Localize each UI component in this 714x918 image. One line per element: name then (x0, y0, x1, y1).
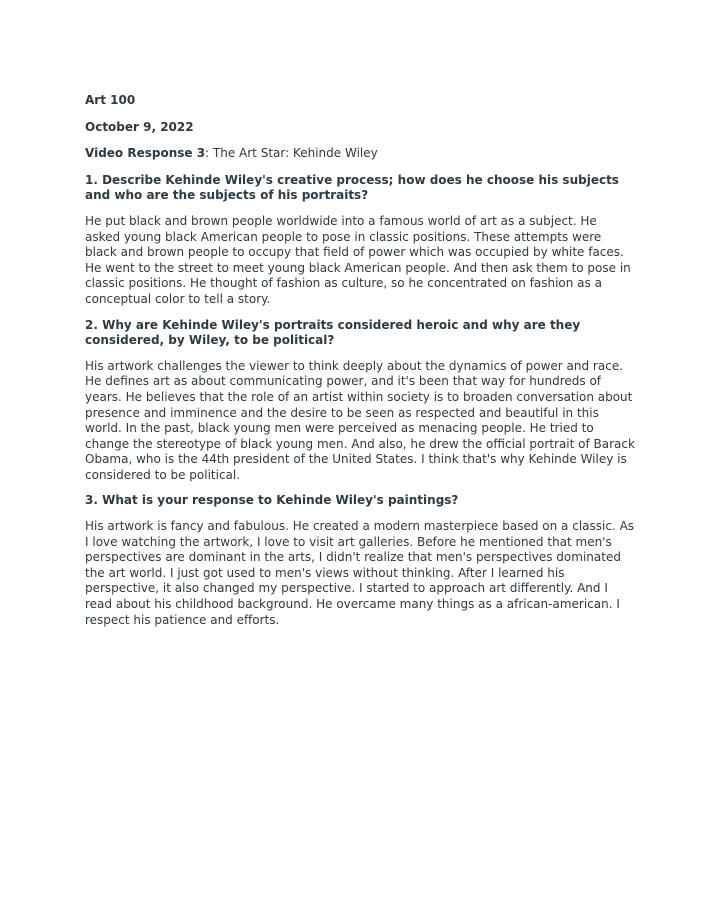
date-line: October 9, 2022 (85, 119, 194, 134)
question-2: 2. Why are Kehinde Wiley's portraits considered heroic and why are they considered, by Wiley, to be political? (85, 317, 581, 348)
answer-3: His artwork is fancy and fabulous. He created a modern masterpiece based on a classic. As I love watching the artwork, I love to visit art galleries. Before he mentioned that men's perspectives are dominant in the arts, I didn't realize that men's perspectives dominated the art world. I just got used to men's views without thinking. After I learned his perspective, it also changed my perspective. I started to approach art differently. And I read about his childhood background. He overcame many things as a african-american. I respect his patience and efforts. (85, 519, 635, 627)
document-body (85, 93, 635, 638)
question-1: 1. Describe Kehinde Wiley's creative process; how does he choose his subjects and who are the subjects of his portraits? (85, 172, 619, 203)
video-response-heading (85, 146, 635, 162)
video-response-label: Video Response 3 (85, 146, 206, 161)
video-response-title: : The Art Star: Kehinde Wiley (205, 146, 378, 161)
answer-2: His artwork challenges the viewer to think deeply about the dynamics of power and race. He defines art as about communicating power, and it's been that way for hundreds of years. He believes that the role of an artist within society is to broaden conversation about presence and imminence and the desire to be seen as respected and beautiful in this world. In the past, black young men were perceived as menacing people. He tried to change the stereotype of black young men. And also, he drew the official portrait of Barack Obama, who is the 44th president of the United States. I think that's why Kehinde Wiley is considered to be political. (85, 358, 635, 482)
question-3: 3. What is your response to Kehinde Wiley's paintings? (85, 493, 459, 508)
course-title: Art 100 (85, 93, 136, 107)
answer-1: He put black and brown people worldwide into a famous world of art as a subject. He asked young black American people to pose in classic positions. These attempts were black and brown people to occupy that field of power which was occupied by white faces. He went to the street to meet young black American people. And then ask them to pose in classic positions. He thought of fashion as culture, so he concentrated on fashion as a conceptual color to tell a story. (85, 213, 631, 306)
